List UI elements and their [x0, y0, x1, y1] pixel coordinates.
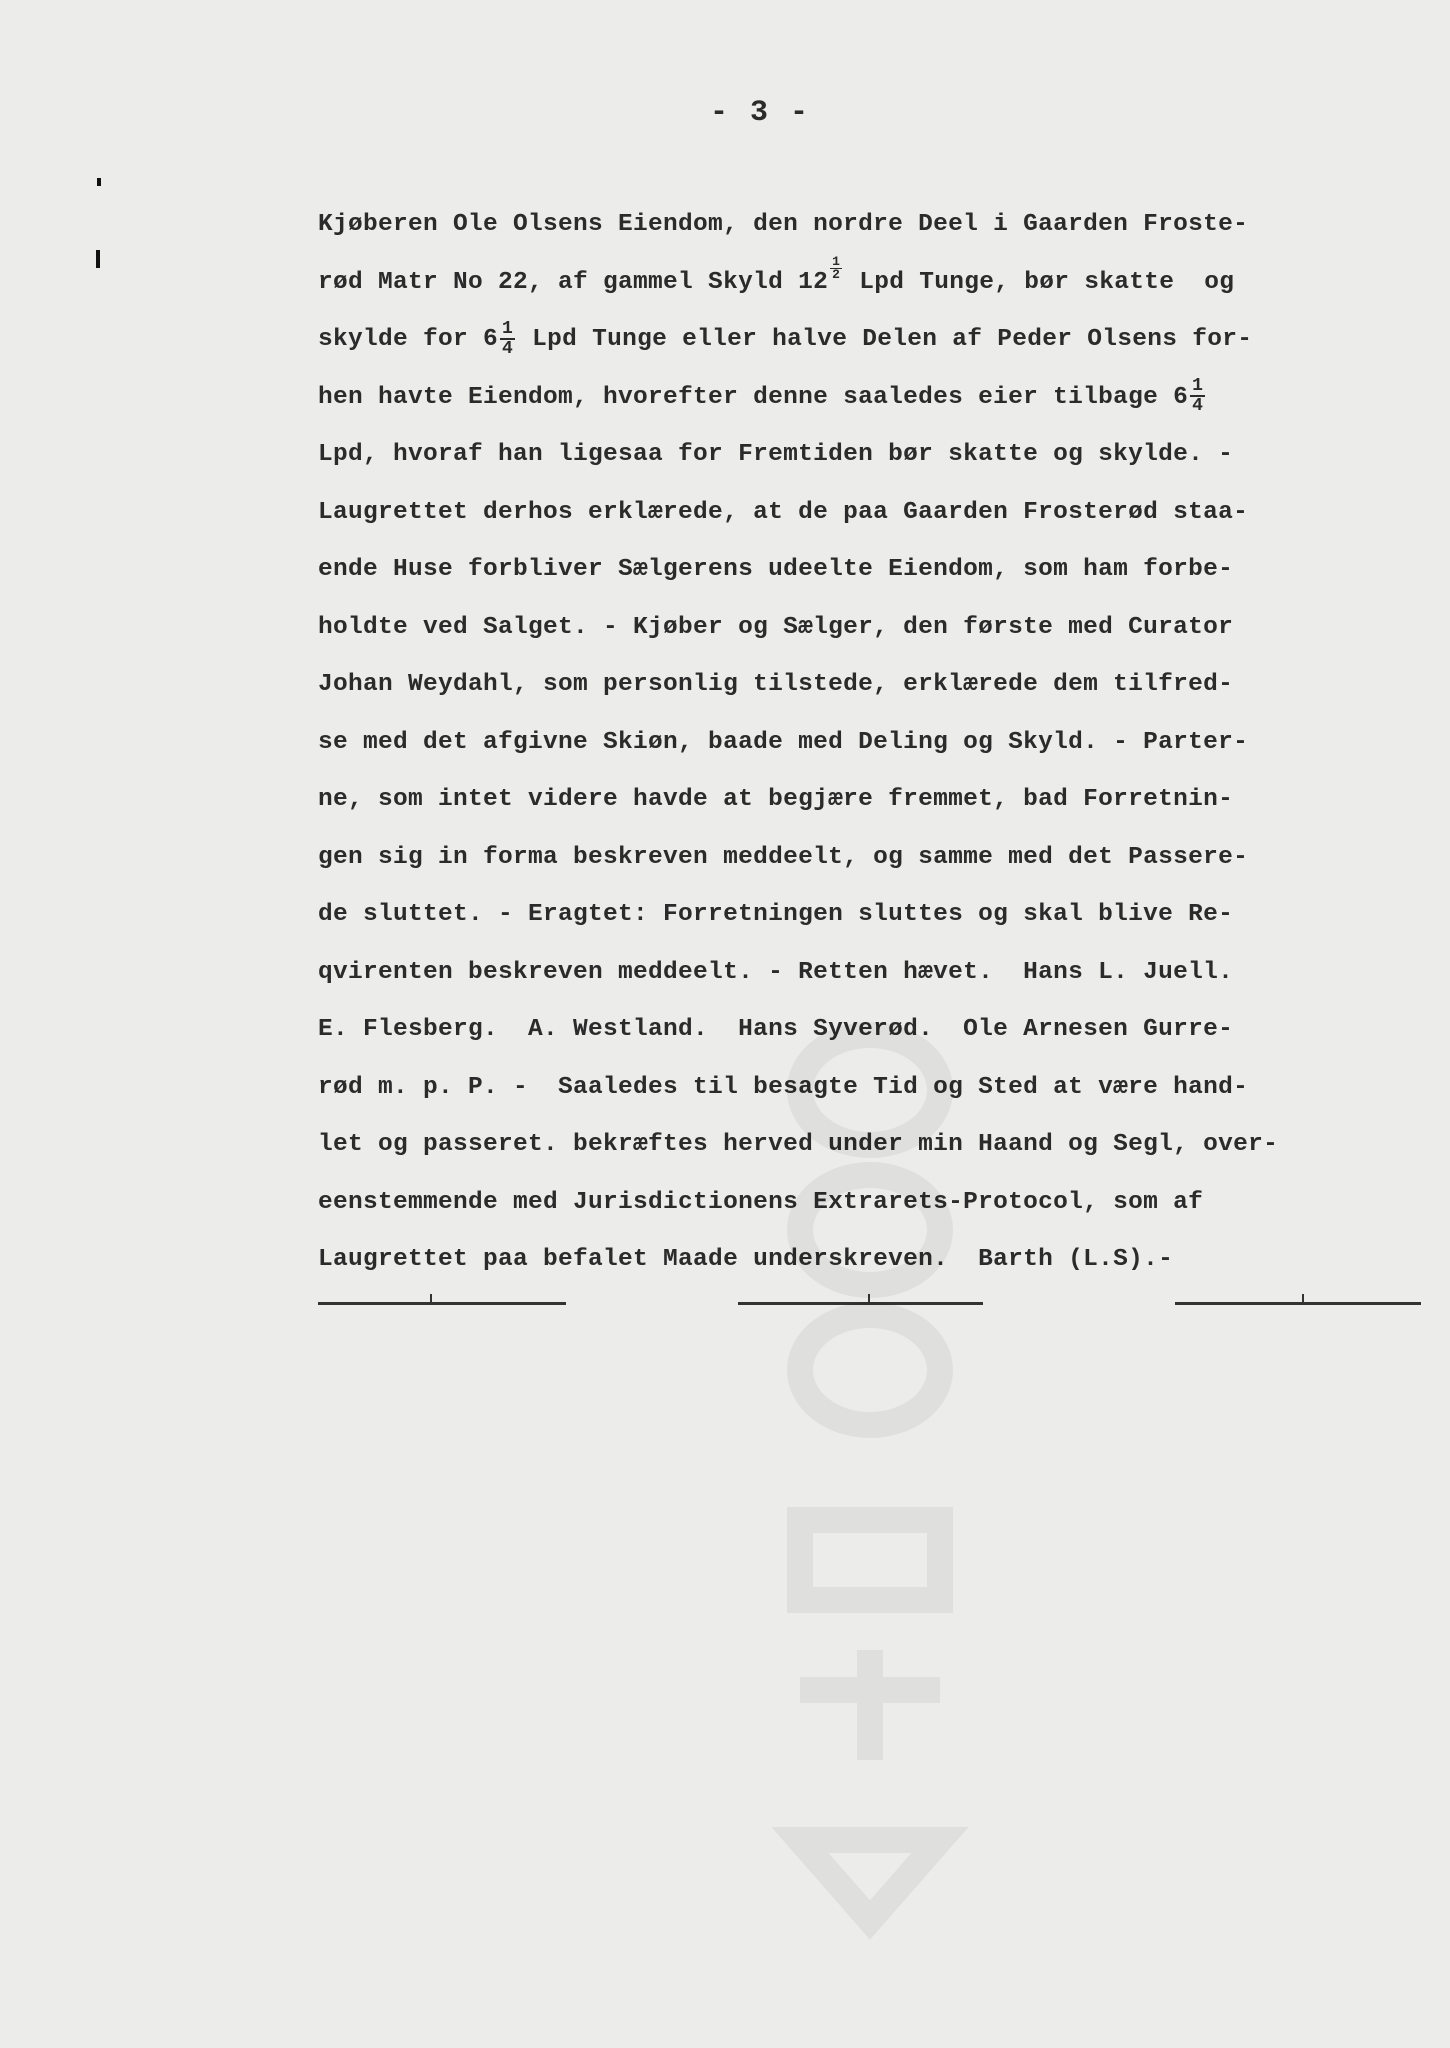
fraction-numerator: 1 — [1192, 376, 1204, 397]
text-line: qvirenten beskreven meddeelt. - Retten hævet. Hans L. Juell. — [318, 958, 1234, 986]
fraction — [830, 256, 842, 281]
text-line: Kjøberen Ole Olsens Eiendom, den nordre Deel i Gaarden Froste- — [318, 211, 1249, 238]
text-line — [318, 311, 1408, 369]
bleed-through-watermark — [760, 1000, 980, 1960]
fraction-denominator: 2 — [832, 267, 841, 283]
fraction — [500, 320, 515, 358]
text-line: Lpd, hvoraf han ligesaa for Fremtiden bør skatte og skylde. - — [318, 441, 1234, 468]
signature-tick — [1302, 1294, 1304, 1304]
text-line: gen sig in forma beskreven meddeelt, og samme med det Passere- — [318, 843, 1249, 871]
signature-line — [1175, 1302, 1421, 1305]
fraction-denominator: 4 — [502, 338, 514, 359]
text-line: eenstemmende med Jurisdictionens Extrarets-Protocol, som af — [318, 1188, 1204, 1216]
text-line — [318, 254, 1408, 312]
text-line: Laugrettet paa befalet Maade underskreven. Barth (L.S).- — [318, 1246, 1174, 1273]
text-line: E. Flesberg. A. Westland. Hans Syverød. Ole Arnesen Gurre- — [318, 1016, 1234, 1043]
text-segment: skylde for 6 — [318, 326, 499, 353]
text-segment: Lpd Tunge, bør skatte og — [844, 268, 1235, 296]
text-line — [318, 369, 1408, 427]
fraction-numerator: 1 — [502, 318, 514, 339]
fraction-numerator: 1 — [832, 254, 841, 270]
text-line: de sluttet. - Eragtet: Forretningen sluttes og skal blive Re- — [318, 901, 1234, 928]
text-line: Laugrettet derhos erklærede, at de paa Gaarden Frosterød staa- — [318, 498, 1249, 526]
page-number: - 3 - — [709, 96, 810, 130]
margin-mark — [97, 178, 101, 186]
text-segment: rød Matr No 22, af gammel Skyld 12 — [318, 268, 829, 296]
text-line: holdte ved Salget. - Kjøber og Sælger, den første med Curator — [318, 613, 1234, 641]
fraction-denominator: 4 — [1192, 396, 1204, 417]
text-segment: hen havte Eiendom, hvorefter denne saaledes eier tilbage 6 — [318, 383, 1189, 411]
text-segment: Lpd Tunge eller halve Delen af Peder Olsens for- — [517, 326, 1253, 353]
text-line: ende Huse forbliver Sælgerens udeelte Eiendom, som ham forbe- — [318, 556, 1234, 583]
signature-tick — [430, 1294, 432, 1304]
text-line: rød m. p. P. - Saaledes til besagte Tid og Sted at være hand- — [318, 1073, 1249, 1101]
text-line: se med det afgivne Skiøn, baade med Deling og Skyld. - Parter- — [318, 728, 1249, 756]
fraction — [1190, 377, 1205, 415]
margin-mark — [96, 250, 100, 268]
text-line: Johan Weydahl, som personlig tilstede, erklærede dem tilfred- — [318, 671, 1234, 698]
text-line: ne, som intet videre havde at begjære fremmet, bad Forretnin- — [318, 786, 1234, 813]
text-line: let og passeret. bekræftes herved under min Haand og Segl, over- — [318, 1131, 1279, 1158]
signature-line — [318, 1302, 566, 1305]
